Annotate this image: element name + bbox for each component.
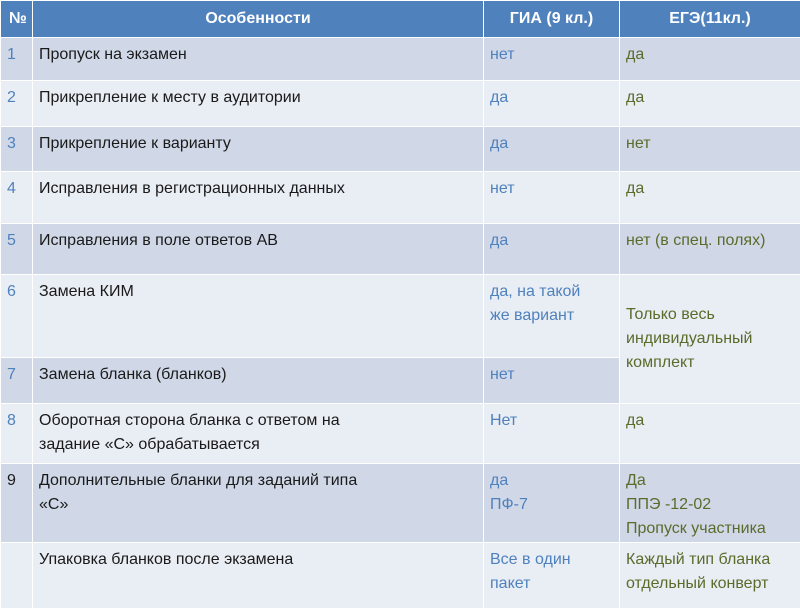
row-feature-line: задание «С» обрабатывается — [39, 433, 477, 457]
row-gia-line: да, на такой — [490, 280, 613, 304]
row-feature: Исправления в регистрационных данных — [33, 172, 484, 224]
row-gia: нет — [484, 38, 620, 81]
table-row — [1, 543, 800, 609]
table-row — [1, 464, 800, 543]
table-row — [1, 127, 800, 172]
row-ege: нет — [620, 127, 800, 172]
row-gia-line: Все в один — [490, 548, 613, 572]
row-ege-line: Каждый тип бланка — [626, 548, 794, 572]
row-num: 6 — [1, 275, 33, 358]
row-num: 8 — [1, 404, 33, 464]
header-num: № — [1, 1, 33, 38]
row-ege-merged — [620, 275, 800, 404]
row-num — [1, 543, 33, 609]
row-gia — [484, 543, 620, 609]
row-feature: Пропуск на экзамен — [33, 38, 484, 81]
row-ege-line: комплект — [626, 351, 794, 375]
table-row — [1, 275, 800, 358]
row-gia: нет — [484, 358, 620, 404]
header-ege: ЕГЭ(11кл.) — [620, 1, 800, 38]
row-feature: Прикрепление к варианту — [33, 127, 484, 172]
row-gia: нет — [484, 172, 620, 224]
row-gia: да — [484, 127, 620, 172]
row-ege: да — [620, 38, 800, 81]
row-gia: да — [484, 81, 620, 127]
row-ege: да — [620, 81, 800, 127]
row-feature: Упаковка бланков после экзамена — [33, 543, 484, 609]
row-gia — [484, 275, 620, 358]
table-row — [1, 81, 800, 127]
row-feature: Замена бланка (бланков) — [33, 358, 484, 404]
row-num: 7 — [1, 358, 33, 404]
table-row — [1, 172, 800, 224]
row-num: 2 — [1, 81, 33, 127]
row-ege: нет (в спец. полях) — [620, 224, 800, 275]
row-gia-line: ПФ-7 — [490, 493, 613, 517]
row-ege: да — [620, 404, 800, 464]
row-feature — [33, 404, 484, 464]
row-ege-line: отдельный конверт — [626, 572, 794, 596]
row-feature: Замена КИМ — [33, 275, 484, 358]
row-feature: Исправления в поле ответов АВ — [33, 224, 484, 275]
header-feature: Особенности — [33, 1, 484, 38]
row-num: 1 — [1, 38, 33, 81]
row-ege-line: индивидуальный — [626, 327, 794, 351]
row-feature-line: Оборотная сторона бланка с ответом на — [39, 409, 477, 433]
header-gia: ГИА (9 кл.) — [484, 1, 620, 38]
table-row — [1, 224, 800, 275]
row-num: 5 — [1, 224, 33, 275]
row-ege — [620, 464, 800, 543]
row-gia — [484, 464, 620, 543]
row-feature-line: Дополнительные бланки для заданий типа — [39, 469, 477, 493]
row-feature: Прикрепление к месту в аудитории — [33, 81, 484, 127]
row-num: 9 — [1, 464, 33, 543]
row-gia-line: пакет — [490, 572, 613, 596]
row-gia-line: да — [490, 469, 613, 493]
table-row — [1, 38, 800, 81]
row-ege-line: Да — [626, 469, 794, 493]
row-gia: Нет — [484, 404, 620, 464]
row-ege: да — [620, 172, 800, 224]
row-gia-line: же вариант — [490, 304, 613, 328]
row-num: 4 — [1, 172, 33, 224]
row-gia: да — [484, 224, 620, 275]
row-ege-line: Только весь — [626, 303, 794, 327]
row-feature-line: «С» — [39, 493, 477, 517]
row-ege — [620, 543, 800, 609]
row-feature — [33, 464, 484, 543]
row-ege-line: Пропуск участника — [626, 517, 794, 541]
header-row — [1, 1, 800, 38]
table-row — [1, 404, 800, 464]
row-ege-line: ППЭ -12-02 — [626, 493, 794, 517]
row-num: 3 — [1, 127, 33, 172]
